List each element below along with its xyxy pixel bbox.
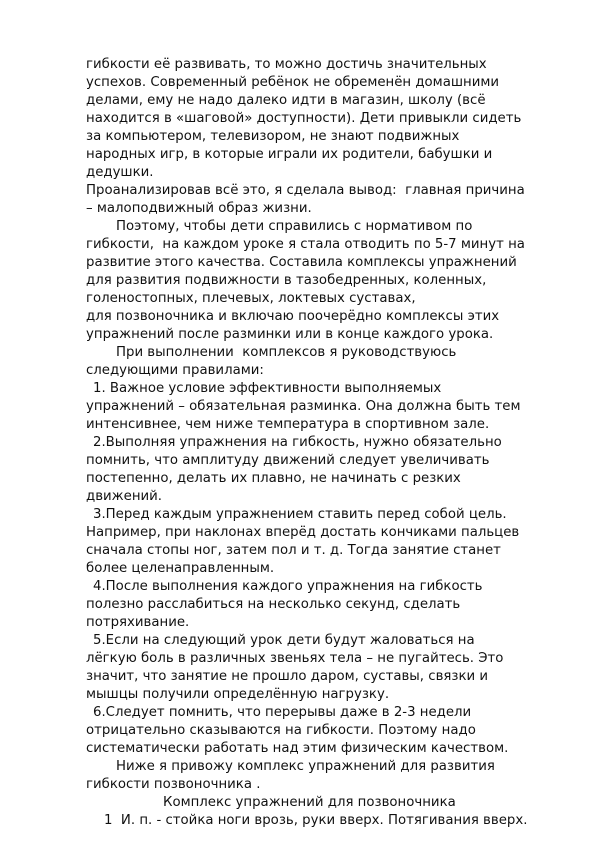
text-line: гибкости позвоночника . (86, 777, 261, 792)
text-line: для развития подвижности в тазобедренных, коленных, (86, 273, 487, 288)
text-line: постепенно, делать их плавно, не начинать с резких (86, 471, 461, 486)
text-line: народных игр, в которые играли их родители, бабушки и (86, 147, 493, 162)
paragraph-first-line: При выполнении комплексов я руководствуюсь (116, 345, 457, 360)
text-line: для позвоночника и включаю поочерёдно комплексы этих (86, 309, 500, 324)
rule-item-3: 3.Перед каждым упражнением ставить перед собой цель. (93, 507, 507, 522)
exercise-item-1: 1 И. п. - стойка ноги врозь, руки вверх. Потягивания вверх. (104, 813, 528, 828)
text-line: помнить, что амплитуду движений следует увеличивать (86, 453, 490, 468)
text-line: сначала стопы ног, затем пол и т. д. Тогда занятие станет (86, 543, 501, 558)
text-line: гибкости её развивать, то можно достичь значительных (86, 57, 487, 72)
rule-item-1: 1. Важное условие эффективности выполняемых (93, 381, 442, 396)
text-line: голеностопных, плечевых, локтевых суставах, (86, 291, 416, 306)
text-line: за компьютером, телевизором, не знают подвижных (86, 129, 460, 144)
text-line: полезно расслабиться на несколько секунд, сделать (86, 597, 461, 612)
text-line: упражнений после разминки или в конце каждого урока. (86, 327, 494, 342)
rule-item-6: 6.Следует помнить, что перерывы даже в 2-3 недели (93, 705, 472, 720)
text-line: движений. (86, 489, 163, 504)
text-line: интенсивнее, чем ниже температура в спортивном зале. (86, 417, 490, 432)
text-line: систематически работать над этим физическим качеством. (86, 741, 509, 756)
text-line: более целенаправленным. (86, 561, 275, 576)
text-line: значит, что занятие не прошло даром, суставы, связки и (86, 669, 489, 684)
section-heading: Комплекс упражнений для позвоночника (163, 795, 456, 810)
text-line: гибкости, на каждом уроке я стала отводить по 5-7 минут на (86, 237, 525, 252)
text-line: мышцы получили определённую нагрузку. (86, 687, 390, 702)
text-line: находится в «шаговой» доступности). Дети привыкли сидеть (86, 111, 522, 126)
rule-item-2: 2.Выполняя упражнения на гибкость, нужно обязательно (93, 435, 502, 450)
text-line: лёгкую боль в различных звеньях тела – не пугайтесь. Это (86, 651, 504, 666)
text-line: – малоподвижный образ жизни. (86, 201, 312, 216)
text-line: упражнений – обязательная разминка. Она должна быть тем (86, 399, 521, 414)
rule-item-4: 4.После выполнения каждого упражнения на гибкость (93, 579, 483, 594)
text-line: Проанализировав всё это, я сделала вывод: главная причина (86, 183, 525, 198)
paragraph-first-line: Ниже я привожу комплекс упражнений для развития (116, 759, 495, 774)
text-line: следующими правилами: (86, 363, 264, 378)
text-line: Например, при наклонах вперёд достать кончиками пальцев (86, 525, 520, 540)
text-line: успехов. Современный ребёнок не обременён домашними (86, 75, 500, 90)
text-line: дедушки. (86, 165, 154, 180)
text-line: отрицательно сказываются на гибкости. Поэтому надо (86, 723, 476, 738)
text-line: развитие этого качества. Составила комплексы упражнений (86, 255, 517, 270)
text-line: делами, ему не надо далеко идти в магазин, школу (всё (86, 93, 486, 108)
paragraph-first-line: Поэтому, чтобы дети справились с нормативом по (116, 219, 473, 234)
text-line: потряхивание. (86, 615, 190, 630)
rule-item-5: 5.Если на следующий урок дети будут жаловаться на (93, 633, 475, 648)
